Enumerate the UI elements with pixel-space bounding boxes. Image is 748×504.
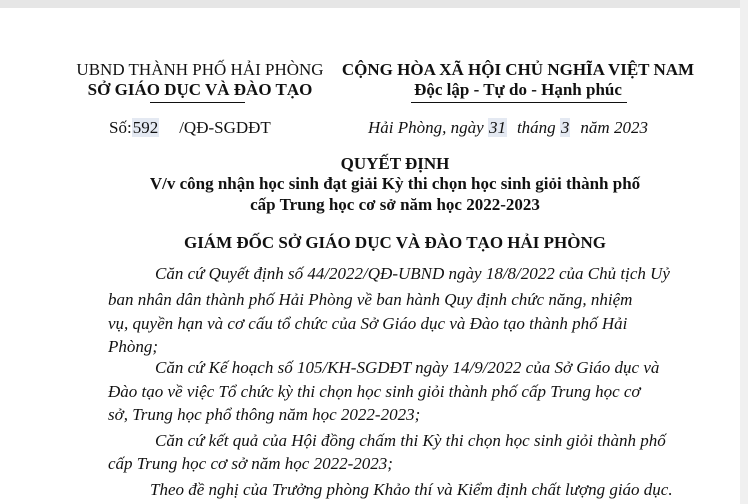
national-motto: Độc lập - Tự do - Hạnh phúc	[414, 80, 622, 99]
body-line: Phòng;	[108, 337, 159, 356]
issuing-agency: UBND THÀNH PHỐ HẢI PHÒNG	[76, 60, 324, 79]
date-month: 3	[560, 118, 570, 137]
body-line: Theo đề nghị của Trưởng phòng Khảo thí và Kiểm định chất lượng giáo dục.	[150, 480, 673, 499]
document-number-value: 592	[132, 118, 159, 137]
body-line: Căn cứ Kế hoạch số 105/KH-SGDĐT ngày 14/9/2022 của Sở Giáo dục và	[155, 358, 660, 377]
document-number-prefix: Số:	[109, 118, 132, 137]
body-line: Căn cứ Quyết định số 44/2022/QĐ-UBND ngày 18/8/2022 của Chủ tịch Uỷ	[155, 264, 670, 283]
decision-subject-line-1: V/v công nhận học sinh đạt giải Kỳ thi chọn học sinh giỏi thành phố	[149, 174, 641, 193]
national-title: CỘNG HÒA XÃ HỘI CHỦ NGHĨA VIỆT NAM	[341, 60, 695, 79]
body-line: cấp Trung học cơ sở năm học 2022-2023;	[108, 454, 393, 473]
body-line: Căn cứ kết quả của Hội đồng chấm thi Kỳ thi chọn học sinh giỏi thành phố	[155, 431, 666, 450]
body-line: vụ, quyền hạn và cơ cấu tổ chức của Sở Giáo dục và Đào tạo thành phố Hải	[108, 314, 628, 333]
document-number	[109, 118, 271, 138]
document-number-suffix: /QĐ-SGDĐT	[179, 118, 271, 137]
document-date	[368, 118, 648, 138]
issuing-department: SỞ GIÁO DỤC VÀ ĐÀO TẠO	[87, 80, 313, 99]
body-line: sở, Trung học phổ thông năm học 2022-2023;	[108, 405, 421, 424]
date-day: 31	[488, 118, 506, 137]
date-month-label: tháng	[516, 118, 556, 137]
motto-underline	[411, 102, 627, 103]
decision-subject-line-2: cấp Trung học cơ sở năm học 2022-2023	[250, 195, 540, 214]
page-top-edge	[0, 0, 748, 8]
date-year: năm 2023	[580, 118, 648, 137]
issuing-authority: GIÁM ĐỐC SỞ GIÁO DỤC VÀ ĐÀO TẠO HẢI PHÒNG	[183, 233, 607, 252]
decision-title: QUYẾT ĐỊNH	[340, 154, 450, 173]
department-underline	[150, 102, 245, 103]
body-line: ban nhân dân thành phố Hải Phòng về ban hành Quy định chức năng, nhiệm	[108, 290, 633, 309]
date-place: Hải Phòng, ngày	[368, 118, 484, 137]
body-line: Đào tạo về việc Tổ chức kỳ thi chọn học sinh giỏi thành phố cấp Trung học cơ	[108, 382, 641, 401]
